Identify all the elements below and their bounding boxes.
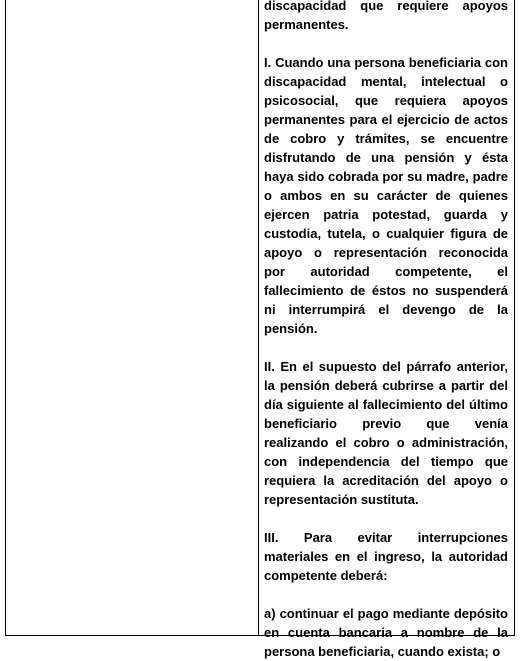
paragraph-item-a: a) continuar el pago mediante depósito en cuenta bancaria a nombre de la persona beneficiaria, cuando exista; o: [264, 606, 508, 659]
right-column-cell: [259, 0, 514, 659]
comparison-table: [5, 0, 515, 659]
left-column-cell: [6, 0, 259, 635]
paragraph-continuation: discapacidad que requiere apoyos permanentes.: [264, 0, 508, 32]
paragraph-fraction-i: I. Cuando una persona beneficiaria con discapacidad mental, intelectual o psicosocial, que requiera apoyos permanentes para el ejercicio de actos de cobro y trámites, se encuentre disfrutando de una pensión y ésta haya sido cobrada por su madre, padre o ambos en su carácter de quienes ejercen patria potestad, guarda y custodia, tutela, o cualquier figura de apoyo o representación reconocida por autoridad competente, el fallecimiento de éstos no suspenderá ni interrumpirá el devengo de la pensión.: [264, 55, 508, 336]
paragraph-fraction-ii: II. En el supuesto del párrafo anterior, la pensión deberá cubrirse a partir del día siguiente al fallecimiento del último beneficiario previo que venía realizando el cobro o administración, con independencia del tiempo que requiera la acreditación del apoyo o representación sustituta.: [264, 359, 508, 507]
paragraph-fraction-iii: III. Para evitar interrupciones materiales en el ingreso, la autoridad competente deberá:: [264, 530, 508, 583]
